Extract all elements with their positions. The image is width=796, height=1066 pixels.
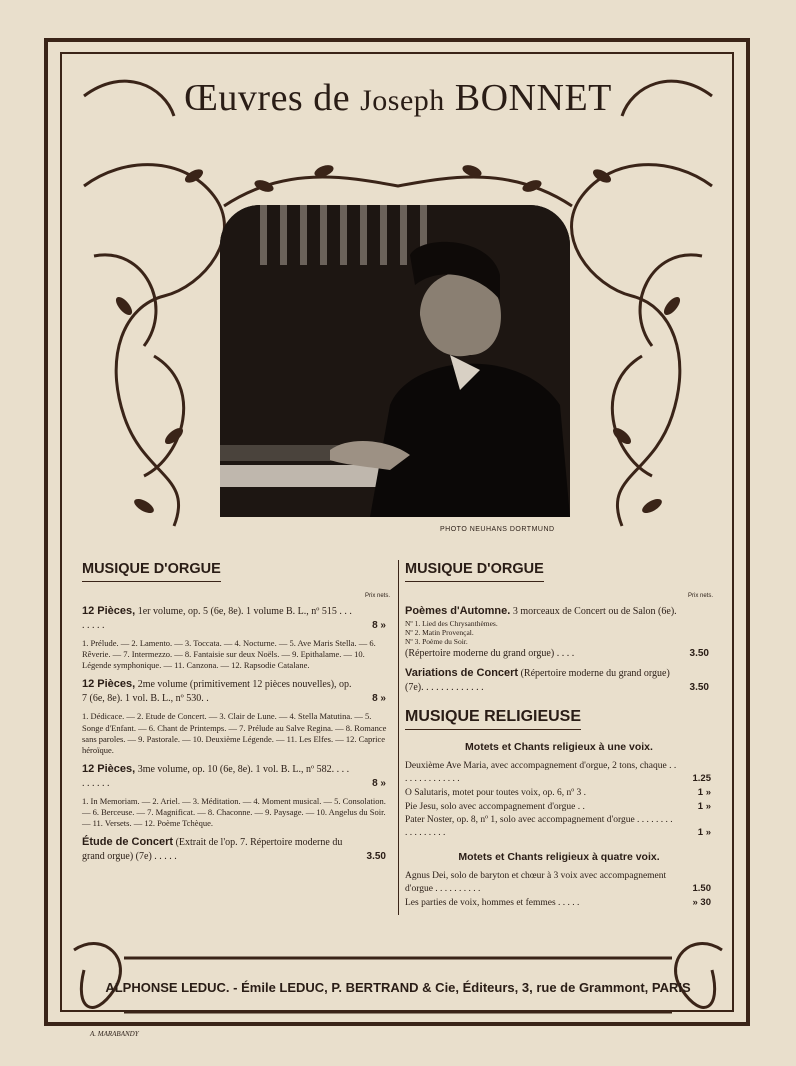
contents-list: 1. Dédicace. — 2. Etude de Concert. — 3. Clair de Lune. — 4. Stella Matutina. — 5. Songe d'Enfant. — 6. Chant de Printemps. — 7. Prélude au Salve Regina. — 8. Romance sans paroles. — 9. Pastorale. — 10. Deuxième Légende. — 11. Les Elfes. — 12. Caprice héroïque.	[82, 711, 387, 755]
organist-portrait-icon	[220, 205, 570, 517]
price: 3.50	[689, 681, 709, 693]
poem-item: Nº 3. Poème du Soir.	[405, 637, 468, 647]
prix-label: Prix nets.	[687, 592, 713, 599]
subheading: Motets et Chants religieux à une voix.	[465, 741, 653, 754]
list-item: Deuxième Ave Maria, avec accompagnement d'orgue, 2 tons, chaque . . . . . . . . . . . . . . 1.25	[405, 761, 711, 785]
column-divider	[398, 560, 399, 915]
list-item: Pie Jesu, solo avec accompagnement d'orgue . . 1 »	[405, 800, 711, 812]
left-column	[82, 556, 390, 864]
publisher-footer: ALPHONSE LEDUC. - Émile LEDUC, P. BERTRAND & Cie, Éditeurs, 3, rue de Grammont, PARIS	[105, 980, 691, 995]
price: 3.50	[689, 647, 709, 659]
subheading: Motets et Chants religieux à quatre voix.	[458, 851, 660, 864]
prix-label: Prix nets.	[364, 592, 390, 599]
price: 3.50	[366, 851, 386, 862]
page-title	[0, 76, 796, 120]
poem-item: Nº 1. Lied des Chrysanthèmes.	[405, 618, 498, 628]
list-item: Pater Noster, op. 8, nº 1, solo avec accompagnement d'orgue . . . . . . . . . . . . . . . . . 1 »	[405, 815, 711, 839]
price: 8 »	[372, 692, 386, 704]
list-item: Poèmes d'Automne. 3 morceaux de Concert ou de Salon (6e).	[405, 604, 677, 617]
right-heading: MUSIQUE D'ORGUE	[405, 560, 544, 582]
right-column	[405, 556, 713, 910]
list-item: Les parties de voix, hommes et femmes . . . . . » 30	[405, 896, 711, 908]
price: 8 »	[372, 619, 386, 631]
portrait-photo	[220, 205, 570, 517]
title-last-name: BONNET	[454, 77, 612, 119]
footer-ornament-icon	[64, 930, 732, 1020]
religious-heading: MUSIQUE RELIGIEUSE	[405, 706, 581, 730]
title-prefix: Œuvres de	[184, 77, 351, 119]
list-item: 12 Pièces, 3me volume, op. 10 (6e, 8e). 1 vol. B. L., nº 582. . . . . . . . . . 8 »	[82, 762, 386, 789]
list-item: Agnus Dei, solo de baryton et chœur à 3 voix avec accompagnement d'orgue . . . . . . . . . . 1.50	[405, 871, 711, 895]
list-item: O Salutaris, motet pour toutes voix, op. 6, nº 3 . 1 »	[405, 786, 711, 798]
list-item: Étude de Concert (Extrait de l'op. 7. Répertoire moderne du grand orgue) (7e) . . . . . 3.50	[82, 836, 386, 862]
contents-list: 1. Prélude. — 2. Lamento. — 3. Toccata. — 4. Nocturne. — 5. Ave Maris Stella. — 6. Rêverie. — 7. Intermezzo. — 8. Fantaisie sur deux Noëls. — 9. Epithalame. — 10. Légende symphonique. — 11. Canzona. — 12. Rapsodie Catalane.	[82, 638, 376, 671]
list-item: 12 Pièces, 2me volume (primitivement 12 pièces nouvelles), op. 7 (6e, 8e). 1 vol. B. L., nº 530. . 8 »	[82, 678, 386, 704]
price: 8 »	[372, 777, 386, 789]
title-first-name: Joseph	[360, 84, 445, 117]
list-item: Variations de Concert (Répertoire moderne du grand orgue) (7e). . . . . . . . . . . . . 3.50	[405, 667, 709, 693]
artist-signature: A. MARABANDY	[90, 1030, 139, 1038]
left-heading: MUSIQUE D'ORGUE	[82, 560, 221, 582]
poem-item: Nº 2. Matin Provençal.	[405, 627, 474, 637]
contents-list: 1. In Memoriam. — 2. Ariel. — 3. Méditation. — 4. Moment musical. — 5. Consolation. — 6. Berceuse. — 7. Magnificat. — 8. Chaconne. — 9. Paysage. — 10. Angelus du Soir. — 11. Versets. — 12. Poème Tchèque.	[82, 796, 386, 829]
photo-credit: PHOTO NEUHANS DORTMUND	[440, 526, 555, 533]
list-item: 12 Pièces, 1er volume, op. 5 (6e, 8e). 1 volume B. L., nº 515 . . . . . . . . 8 »	[82, 604, 386, 631]
list-item: (Répertoire moderne du grand orgue) . . . . 3.50	[405, 647, 709, 659]
